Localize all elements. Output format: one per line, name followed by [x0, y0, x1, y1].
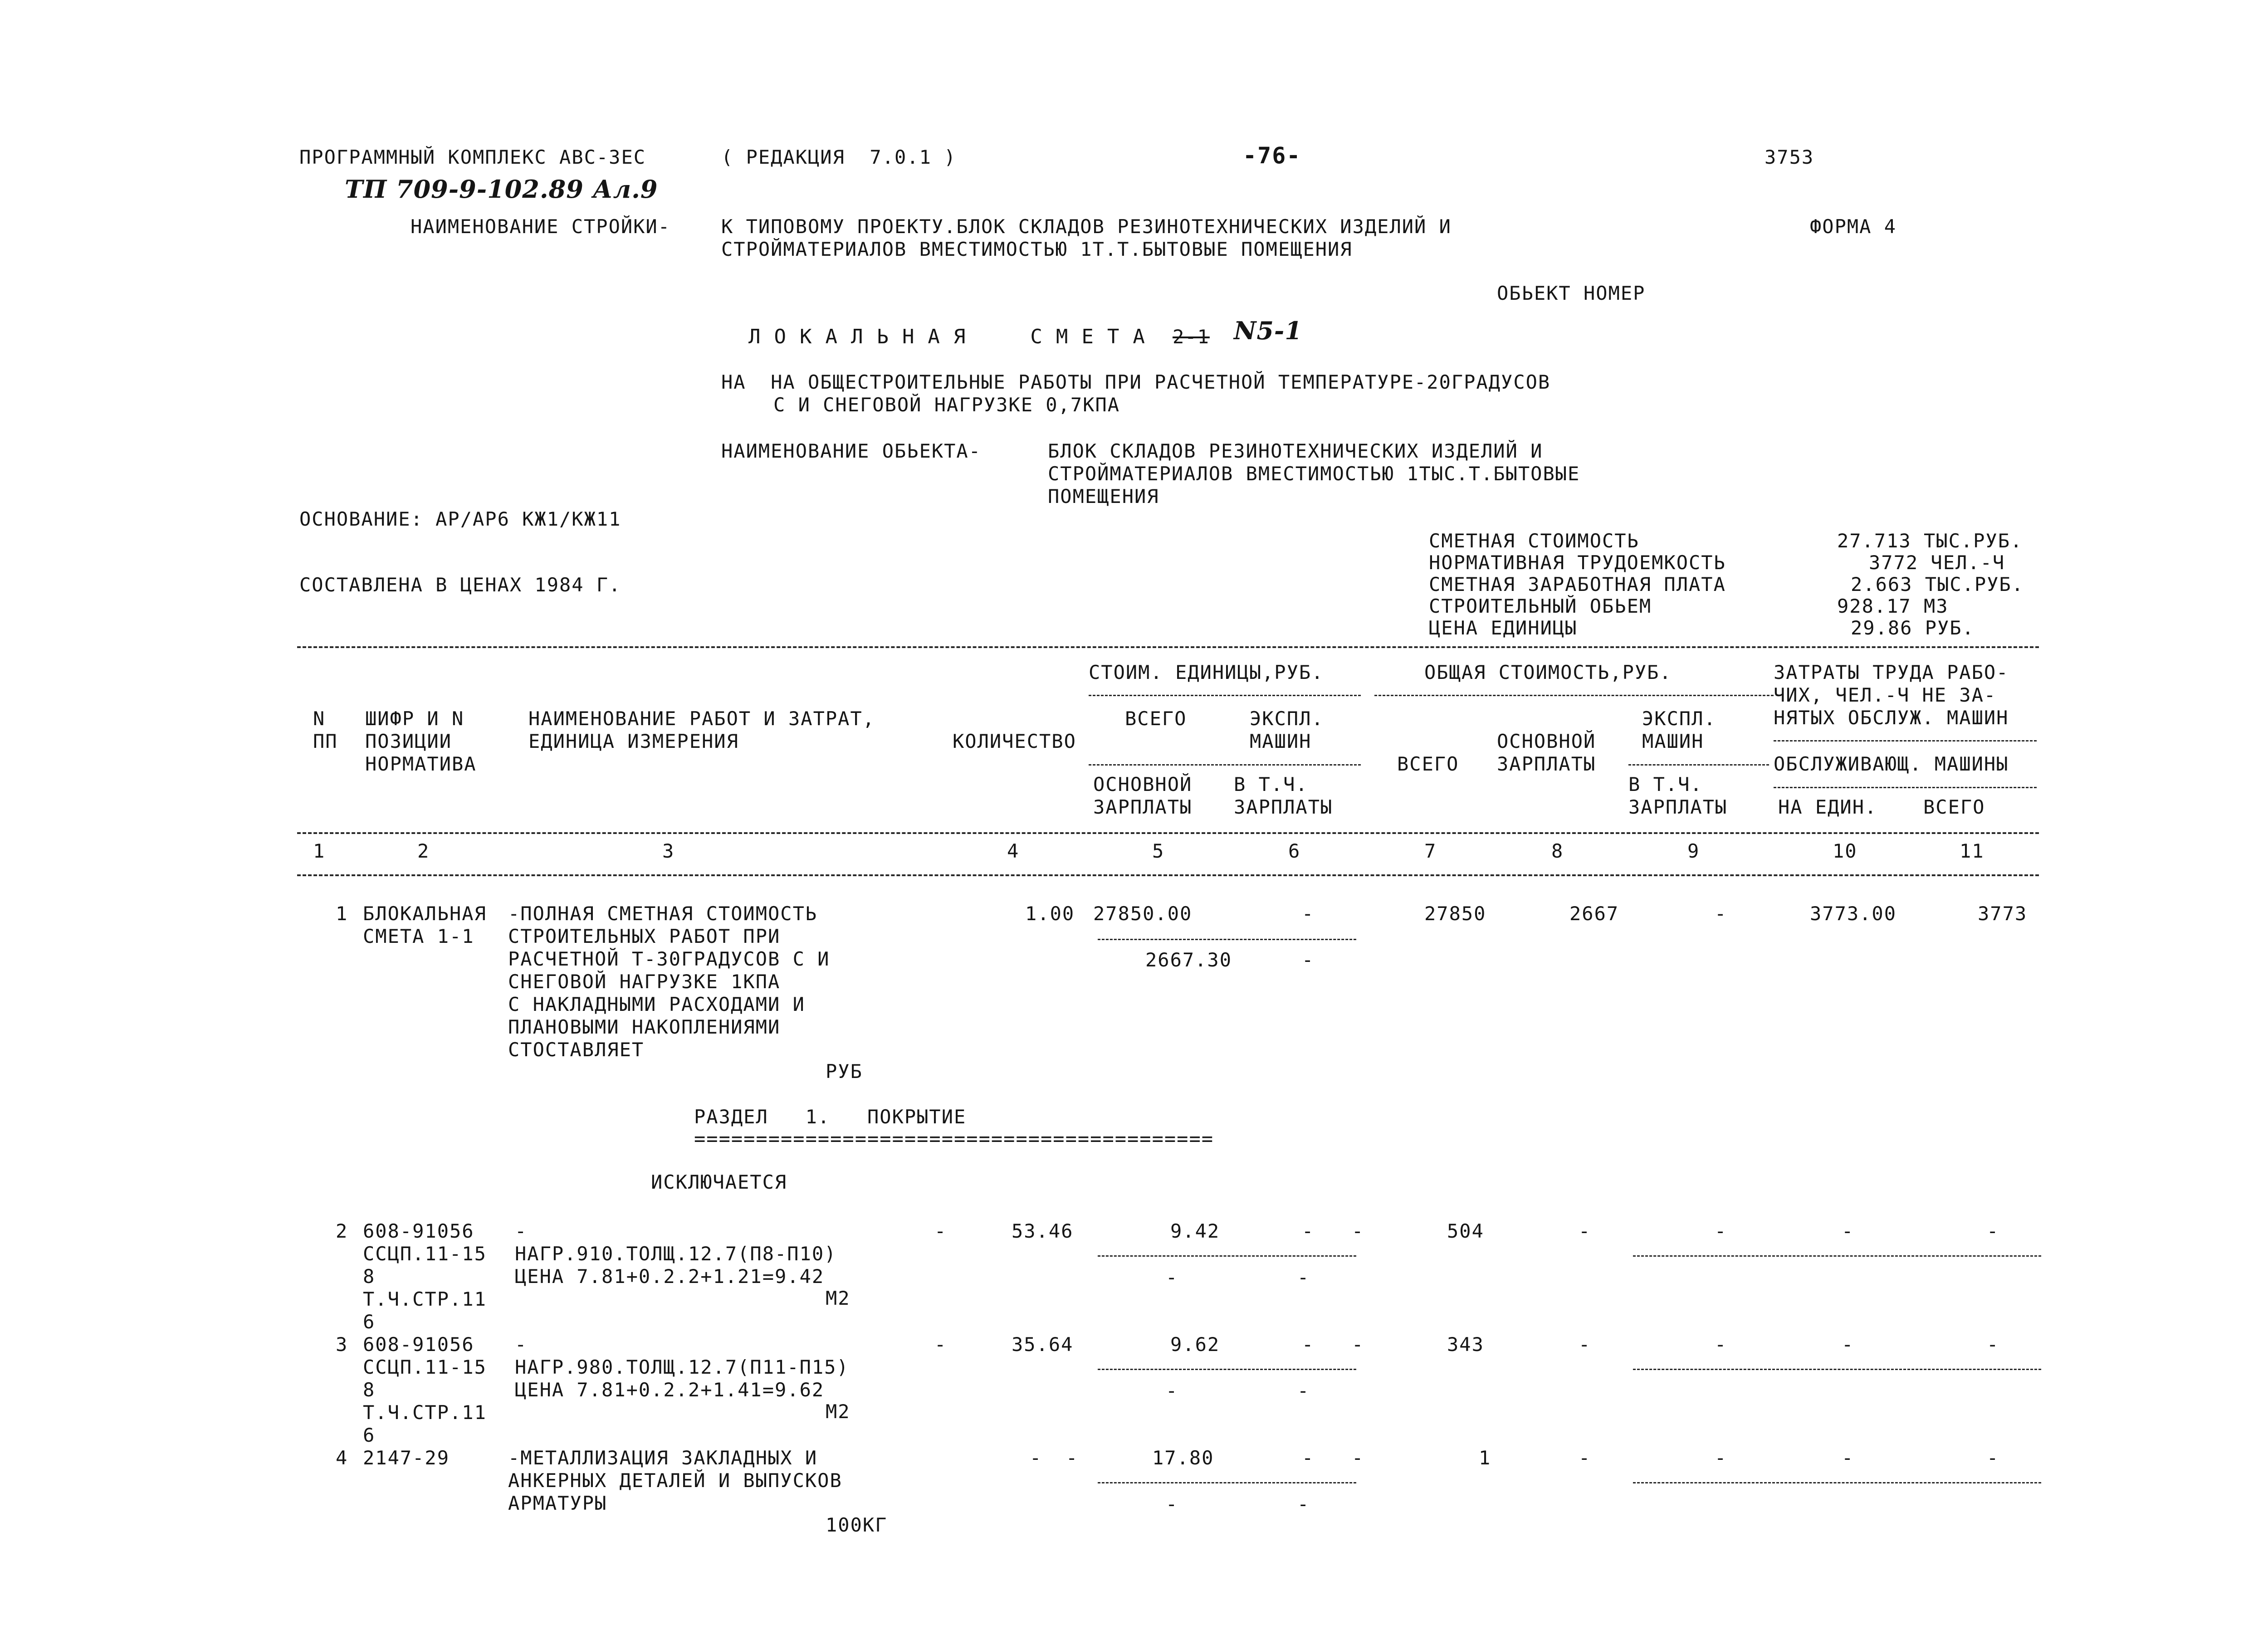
- summary-label: СМЕТНАЯ ЗАРАБОТНАЯ ПЛАТА: [1429, 573, 1726, 595]
- table-top-rule: [297, 646, 2039, 648]
- construction-name-line2: СТРОЙМАТЕРИАЛОВ ВМЕСТИМОСТЬЮ 1Т.Т.БЫТОВЫЕ ПОМЕЩЕНИЯ: [721, 238, 1353, 260]
- item-quantity: 35.64: [1012, 1333, 1074, 1356]
- item-code: 608-91056 ССЦП.11-15 8 Т.Ч.СТР.11 6: [363, 1220, 487, 1333]
- column-numbers-rule: [297, 874, 2039, 876]
- item-unit-total: 9.42: [1170, 1220, 1220, 1242]
- item-total-machine: -: [1715, 1333, 1727, 1356]
- item-total-all: 343: [1447, 1333, 1484, 1356]
- item-code: 2147-29: [363, 1447, 450, 1469]
- object-name-line1: БЛОК СКЛАДОВ РЕЗИНОТЕХНИЧЕСКИХ ИЗДЕЛИЙ И: [1048, 440, 1543, 462]
- item-unit: М2: [826, 1287, 850, 1309]
- header-unit-machine: ЭКСПЛ. МАШИН: [1250, 707, 1324, 752]
- header-rule: [1774, 787, 2037, 788]
- row-labor-total: 3773: [1978, 902, 2028, 925]
- item-labor-total: -: [1987, 1333, 1999, 1356]
- column-number: 3: [662, 840, 675, 862]
- program-name: ПРОГРАММНЫЙ КОМПЛЕКС АВС-3ЕС: [299, 146, 646, 168]
- header-quantity: КОЛИЧЕСТВО: [953, 730, 1076, 752]
- header-unit-salary: ОСНОВНОЙ ЗАРПЛАТЫ: [1093, 773, 1193, 818]
- header-total-machine: ЭКСПЛ. МАШИН: [1642, 707, 1716, 752]
- item-unit-machine: -: [1302, 1447, 1315, 1469]
- header-code: ШИФР И N ПОЗИЦИИ НОРМАТИВА: [365, 707, 477, 775]
- document-number: 3753: [1765, 146, 1814, 168]
- document-title: ЛОКАЛЬНАЯ СМЕТА: [748, 325, 1158, 348]
- cell-rule: [1633, 1482, 2041, 1483]
- object-name-line2: СТРОЙМАТЕРИАЛОВ ВМЕСТИМОСТЬЮ 1ТЫС.Т.БЫТОВЫЕ: [1048, 463, 1580, 485]
- header-rule: [1089, 695, 1361, 696]
- construction-label: НАИМЕНОВАНИЕ СТРОЙКИ-: [411, 215, 671, 238]
- header-unit-incl-salary: В Т.Ч. ЗАРПЛАТЫ: [1234, 773, 1333, 818]
- cell-rule: [1098, 1255, 1356, 1257]
- item-total-all: 504: [1447, 1220, 1484, 1242]
- row-name: -ПОЛНАЯ СМЕТНАЯ СТОИМОСТЬ СТРОИТЕЛЬНЫХ РАБОТ ПРИ РАСЧЕТНОЙ Т-30ГРАДУСОВ С И СНЕГОВОЙ НАГРУЗКЕ 1КПА С НАКЛАДНЫМИ РАСХОДАМИ И ПЛАНОВЫМИ НАКОПЛЕНИЯМИ СТОСТАВЛЯЕТ: [508, 902, 830, 1061]
- item-unit-salary: -: [1166, 1266, 1178, 1288]
- summary-label: СТРОИТЕЛЬНЫЙ ОБЬЕМ: [1429, 595, 1652, 617]
- column-number: 7: [1424, 840, 1437, 862]
- header-unit-cost-group: СТОИМ. ЕДИНИЦЫ,РУБ.: [1089, 661, 1324, 683]
- cell-rule: [1633, 1255, 2041, 1257]
- item-unit-machine: -: [1302, 1220, 1315, 1242]
- section-title: РАЗДЕЛ 1. ПОКРЫТИЕ: [694, 1106, 967, 1128]
- item-unit: М2: [826, 1400, 850, 1423]
- item-total-machine: -: [1715, 1220, 1727, 1242]
- price-base: СОСТАВЛЕНА В ЦЕНАХ 1984 Г.: [299, 574, 621, 596]
- header-rule: [1374, 695, 1774, 696]
- column-number: 9: [1687, 840, 1700, 862]
- column-number: 4: [1007, 840, 1020, 862]
- column-number: 6: [1288, 840, 1301, 862]
- header-bottom-rule: [297, 832, 2039, 834]
- header-labor-unit: НА ЕДИН.: [1778, 796, 1877, 818]
- column-number: 5: [1152, 840, 1165, 862]
- object-number-label: ОБЬЕКТ НОМЕР: [1497, 282, 1646, 304]
- row-unit: РУБ: [826, 1060, 863, 1083]
- header-rule: [1628, 764, 1769, 766]
- row-quantity: 1.00: [1025, 902, 1075, 925]
- item-unit-machine: -: [1302, 1333, 1315, 1356]
- row-total-salary: 2667: [1569, 902, 1619, 925]
- column-number: 2: [417, 840, 430, 862]
- row-number: 1: [336, 902, 348, 925]
- item-quantity: 53.46: [1012, 1220, 1074, 1242]
- item-quantity-prefix: -: [1030, 1447, 1042, 1469]
- header-labor-service: ОБСЛУЖИВАЮЩ. МАШИНЫ: [1774, 753, 2009, 775]
- item-name: -МЕТАЛЛИЗАЦИЯ ЗАКЛАДНЫХ И АНКЕРНЫХ ДЕТАЛЕЙ И ВЫПУСКОВ АРМАТУРЫ: [508, 1447, 842, 1514]
- item-unit-machine-mark: -: [1352, 1447, 1364, 1469]
- edition: ( РЕДАКЦИЯ 7.0.1 ): [721, 146, 957, 168]
- item-unit-incl-salary: -: [1297, 1266, 1310, 1288]
- header-total-salary: ОСНОВНОЙ ЗАРПЛАТЫ: [1497, 730, 1596, 775]
- header-unit-total: ВСЕГО: [1125, 707, 1187, 730]
- row-code: БЛОКАЛЬНАЯ СМЕТА 1-1: [363, 902, 487, 947]
- item-quantity: -: [1066, 1447, 1079, 1469]
- item-unit-salary: -: [1166, 1493, 1178, 1515]
- item-unit-incl-salary: -: [1297, 1380, 1310, 1402]
- item-number: 3: [336, 1333, 348, 1356]
- form-label: ФОРМА 4: [1810, 215, 1897, 238]
- summary-value: 2.663 ТЫС.РУБ.: [1851, 573, 2024, 595]
- summary-value: 27.713 ТЫС.РУБ.: [1837, 530, 2023, 552]
- handwritten-estimate-number: N5-1: [1234, 316, 1302, 345]
- struck-estimate-number: 2-1: [1173, 326, 1210, 348]
- subtitle-line2: С И СНЕГОВОЙ НАГРУЗКЕ 0,7КПА: [773, 394, 1120, 416]
- summary-value: 29.86 РУБ.: [1851, 617, 1975, 639]
- item-total-all: 1: [1479, 1447, 1491, 1469]
- item-quantity-prefix: -: [934, 1220, 947, 1242]
- basis: ОСНОВАНИЕ: АР/АР6 КЖ1/КЖ11: [299, 508, 621, 530]
- item-unit-machine-mark: -: [1352, 1333, 1364, 1356]
- summary-value: 3772 ЧЕЛ.-Ч: [1869, 551, 2005, 574]
- row-total-all: 27850: [1424, 902, 1486, 925]
- cell-rule: [1098, 1482, 1356, 1483]
- item-labor-unit: -: [1842, 1447, 1854, 1469]
- object-name-line3: ПОМЕЩЕНИЯ: [1048, 485, 1159, 507]
- row-total-machine: -: [1715, 902, 1727, 925]
- object-name-label: НАИМЕНОВАНИЕ ОБЬЕКТА-: [721, 440, 982, 462]
- row-labor-unit: 3773.00: [1810, 902, 1897, 925]
- header-rule: [1089, 764, 1361, 766]
- item-unit-salary: -: [1166, 1380, 1178, 1402]
- item-unit-machine-mark: -: [1352, 1220, 1364, 1242]
- column-number: 11: [1960, 840, 1984, 862]
- column-number: 10: [1833, 840, 1857, 862]
- item-labor-total: -: [1987, 1220, 1999, 1242]
- section-rule: ==========================================: [694, 1127, 1214, 1150]
- item-total-salary: -: [1579, 1333, 1591, 1356]
- subtitle-line1: НА НА ОБЩЕСТРОИТЕЛЬНЫЕ РАБОТЫ ПРИ РАСЧЕТНОЙ ТЕМПЕРАТУРЕ-20ГРАДУСОВ: [721, 371, 1551, 393]
- item-name: - НАГР.910.ТОЛЩ.12.7(П8-П10) ЦЕНА 7.81+0.2.2+1.21=9.42: [515, 1220, 837, 1288]
- item-unit-incl-salary: -: [1297, 1493, 1310, 1515]
- summary-value: 928.17 М3: [1837, 595, 1949, 617]
- item-name: - НАГР.980.ТОЛЩ.12.7(П11-П15) ЦЕНА 7.81+0.2.2+1.41=9.62: [515, 1333, 849, 1401]
- cell-rule: [1098, 1369, 1356, 1370]
- header-labor-total: ВСЕГО: [1923, 796, 1985, 818]
- row-unit-incl-salary: -: [1302, 949, 1315, 971]
- item-total-machine: -: [1715, 1447, 1727, 1469]
- construction-name-line1: К ТИПОВОМУ ПРОЕКТУ.БЛОК СКЛАДОВ РЕЗИНОТЕХНИЧЕСКИХ ИЗДЕЛИЙ И: [721, 215, 1452, 238]
- header-total-all: ВСЕГО: [1397, 753, 1459, 775]
- row-unit-salary: 2667.30: [1145, 949, 1232, 971]
- row-unit-total: 27850.00: [1093, 902, 1193, 925]
- item-unit-total: 9.62: [1170, 1333, 1220, 1356]
- handwritten-project-code: ТП 709-9-102.89 Ал.9: [345, 175, 658, 204]
- header-name: НАИМЕНОВАНИЕ РАБОТ И ЗАТРАТ, ЕДИНИЦА ИЗМЕРЕНИЯ: [528, 707, 875, 752]
- section-note: ИСКЛЮЧАЕТСЯ: [651, 1171, 787, 1193]
- header-n-pp: N ПП: [313, 707, 338, 752]
- item-number: 2: [336, 1220, 348, 1242]
- row-unit-machine: -: [1302, 902, 1315, 925]
- header-labor-group: ЗАТРАТЫ ТРУДА РАБО- ЧИХ, ЧЕЛ.-Ч НЕ ЗА- НЯТЫХ ОБСЛУЖ. МАШИН: [1774, 661, 2009, 729]
- item-unit: 100КГ: [826, 1514, 888, 1536]
- column-number: 8: [1551, 840, 1564, 862]
- item-labor-unit: -: [1842, 1220, 1854, 1242]
- item-number: 4: [336, 1447, 348, 1469]
- summary-label: СМЕТНАЯ СТОИМОСТЬ: [1429, 530, 1639, 552]
- header-rule: [1774, 740, 2037, 741]
- cell-rule: [1633, 1369, 2041, 1370]
- item-code: 608-91056 ССЦП.11-15 8 Т.Ч.СТР.11 6: [363, 1333, 487, 1446]
- item-labor-unit: -: [1842, 1333, 1854, 1356]
- page-number: -76-: [1243, 142, 1301, 169]
- cell-rule: [1098, 939, 1356, 940]
- summary-label: ЦЕНА ЕДИНИЦЫ: [1429, 617, 1578, 639]
- header-total-cost-group: ОБЩАЯ СТОИМОСТЬ,РУБ.: [1424, 661, 1672, 683]
- item-quantity-prefix: -: [934, 1333, 947, 1356]
- header-total-incl-salary: В Т.Ч. ЗАРПЛАТЫ: [1628, 773, 1728, 818]
- item-unit-total: 17.80: [1152, 1447, 1214, 1469]
- column-number: 1: [313, 840, 326, 862]
- item-labor-total: -: [1987, 1447, 1999, 1469]
- summary-label: НОРМАТИВНАЯ ТРУДОЕМКОСТЬ: [1429, 551, 1726, 574]
- item-total-salary: -: [1579, 1447, 1591, 1469]
- item-total-salary: -: [1579, 1220, 1591, 1242]
